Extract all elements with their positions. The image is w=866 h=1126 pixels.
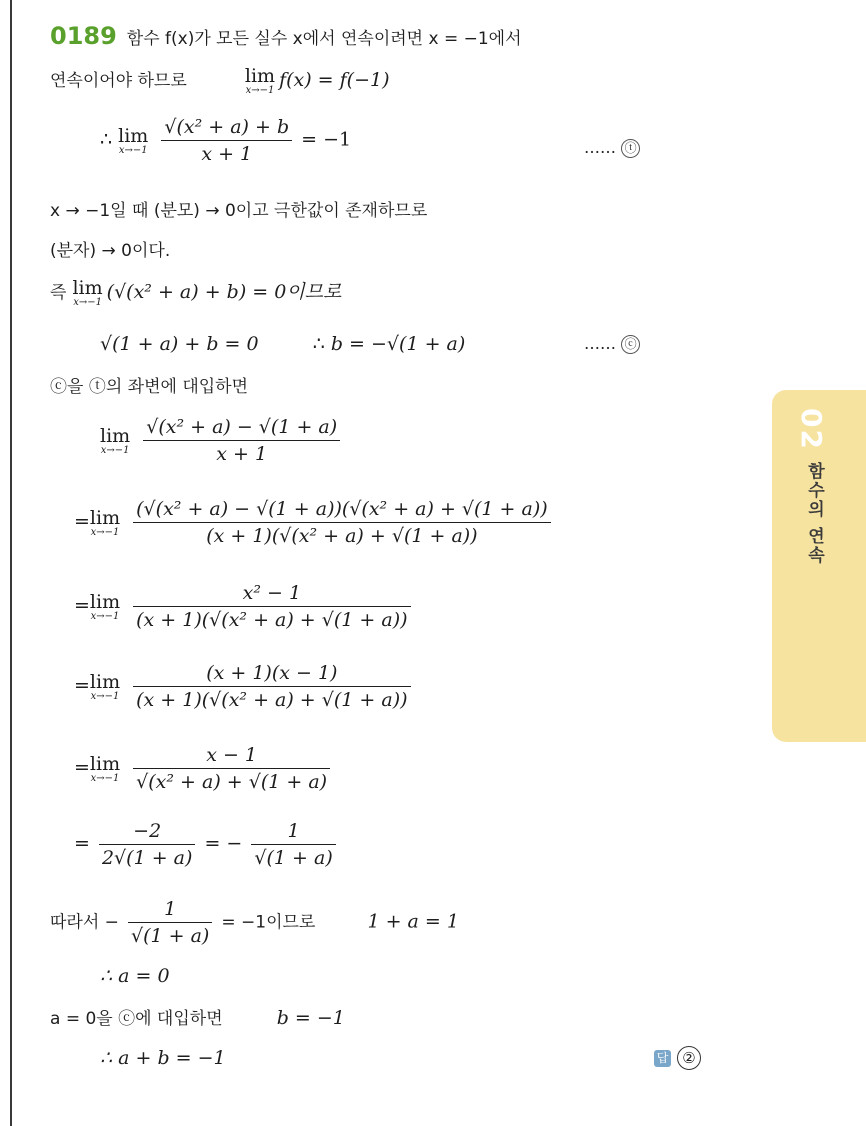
fraction: $\frac{\text{√(x² + a) − √(1 + a)}}{x + 1}$ xyxy=(143,414,340,467)
solution-line-6: 즉 lim x→−1 (√(x² + a) + b) = 0이므로 xyxy=(50,277,342,308)
limit-symbol: lim x→−1 xyxy=(100,424,131,456)
equation-1: ∴ lim x→−1 $\frac{\text{√(x² + a) + b}}{x + 1}$ = −1 xyxy=(100,116,352,165)
fraction: $\frac{\text{√(x² + a) + b}}{x + 1}$ xyxy=(161,114,292,167)
solution-line-10: ∴ a = 0 xyxy=(100,965,170,987)
limit-symbol: lim x→−1 xyxy=(118,124,149,156)
chapter-title: 함수의 연속 xyxy=(804,462,824,565)
solution-line-4: x → −1일 때 (분모) → 0이고 극한값이 존재하므로 xyxy=(50,201,428,221)
fraction: $\frac{-2}{2√(1 + a)}$ xyxy=(99,818,195,871)
solution-line-8: ⓒ을 ⓣ의 좌변에 대입하면 xyxy=(50,377,249,397)
solution-line-2: 연속이어야 하므로 lim x→−1 f(x) = f(−1) xyxy=(50,65,390,96)
fraction: $\frac{(x + 1)(x - 1)}{\text{(x + 1)(√(x² + a) + √(1 + a))}}$ xyxy=(133,660,410,713)
fraction: $\frac{x - 1}{\text{√(x² + a) + √(1 + a)}}$ xyxy=(133,742,330,795)
limit-symbol: lim x→−1 xyxy=(244,65,276,96)
derivation-step-2: = lim x→−1 $\frac{\text{(√(x² + a) − √(1 + a))(√(x² + a) + √(1 + a))}}{\text{(x + 1)(√(x² + a) + √(1 + a))}}$ xyxy=(74,496,554,549)
equation-tag-2: …… ⓒ xyxy=(584,334,640,354)
equation-tag-1: …… ⓣ xyxy=(584,138,640,158)
fraction: $\frac{1}{√(1 + a)}$ xyxy=(128,896,212,949)
solution-line-11: a = 0을 ⓒ에 대입하면 b = −1 xyxy=(50,1007,345,1029)
fraction: $\frac{1}{√(1 + a)}$ xyxy=(251,818,335,871)
final-result: ∴ a + b = −1 xyxy=(100,1047,226,1069)
left-margin-rule xyxy=(10,0,12,1126)
solution-line-9: 따라서 − $\frac{1}{√(1 + a)}$ = −1이므로 1 + a = 1 xyxy=(50,898,459,947)
limit-symbol: lim x→−1 xyxy=(72,277,103,308)
chapter-number: 02 xyxy=(795,408,828,451)
limit-symbol: lim x→−1 xyxy=(89,752,121,784)
solution-line-1: 0189 함수 f(x)가 모든 실수 x에서 연속이려면 x = −1에서 xyxy=(50,22,522,50)
limit-symbol: lim x→−1 xyxy=(89,590,121,622)
derivation-step-1 xyxy=(100,414,343,467)
derivation-step-4: = lim x→−1 $\frac{(x + 1)(x - 1)}{\text{(x + 1)(√(x² + a) + √(1 + a))}}$ xyxy=(74,660,414,713)
limit-symbol: lim x→−1 xyxy=(89,506,121,538)
limit-symbol: lim x→−1 xyxy=(89,670,121,702)
derivation-step-5: = lim x→−1 $\frac{x - 1}{\text{√(x² + a) + √(1 + a)}}$ xyxy=(74,742,333,795)
fraction: $\frac{\text{x² − 1}}{\text{(x + 1)(√(x² + a) + √(1 + a))}}$ xyxy=(133,580,410,633)
derivation-step-6: = $\frac{-2}{2√(1 + a)}$ = − $\frac{1}{√(1 + a)}$ xyxy=(74,818,339,871)
solution-line-5: (분자) → 0이다. xyxy=(50,241,171,261)
answer-choice: ② xyxy=(677,1046,701,1070)
equation-2: √(1 + a) + b = 0 ∴ b = −√(1 + a) xyxy=(100,333,466,355)
answer-marker xyxy=(654,1045,701,1070)
problem-number: 0189 xyxy=(50,22,117,50)
fraction: $\frac{\text{(√(x² + a) − √(1 + a))(√(x² + a) + √(1 + a))}}{\text{(x + 1)(√(x² + a) + √(1 + a))}}$ xyxy=(133,496,551,549)
answer-icon: 답 xyxy=(654,1050,671,1067)
derivation-step-3: = lim x→−1 $\frac{\text{x² − 1}}{\text{(x + 1)(√(x² + a) + √(1 + a))}}$ xyxy=(74,580,414,633)
